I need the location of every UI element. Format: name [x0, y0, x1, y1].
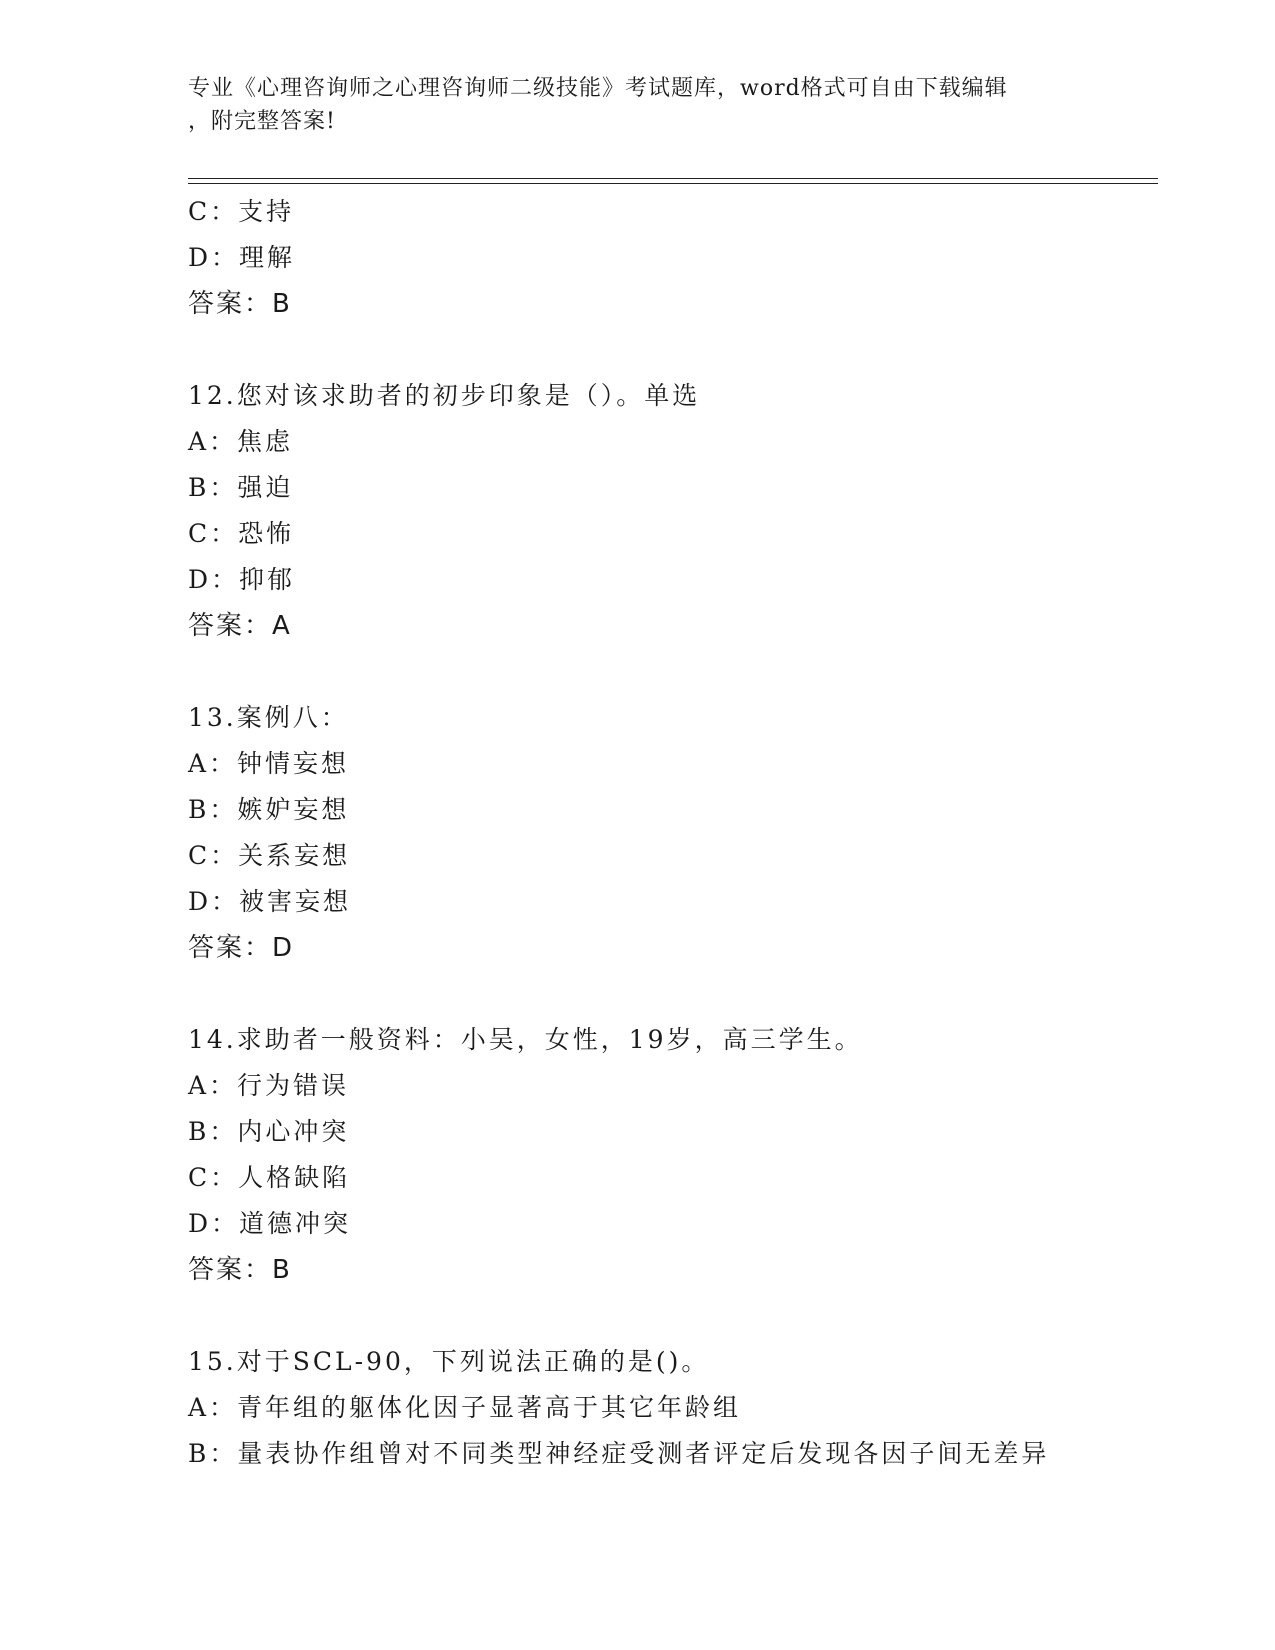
question-block	[188, 189, 1188, 327]
option-a: A：青年组的躯体化因子显著高于其它年龄组	[188, 1393, 742, 1422]
option-b: B：嫉妒妄想	[188, 795, 350, 824]
option-a: A：行为错误	[188, 1071, 350, 1100]
option-b: B：强迫	[188, 473, 294, 502]
question-block	[188, 1339, 1188, 1477]
header-line-1: 专业《心理咨询师之心理咨询师二级技能》考试题库，word格式可自由下载编辑	[188, 76, 1008, 101]
header-rule-top	[188, 178, 1158, 179]
option-c: C：人格缺陷	[188, 1163, 351, 1192]
answer-line: 答案：B	[188, 1255, 292, 1285]
option-b: B：内心冲突	[188, 1117, 350, 1146]
document-header	[188, 72, 1088, 138]
option-d: D：道德冲突	[188, 1209, 352, 1238]
block-gap	[188, 649, 1188, 695]
option-d: D：被害妄想	[188, 887, 352, 916]
header-rule-bottom	[188, 183, 1158, 184]
question-text: 15.对于SCL-90，下列说法正确的是()。	[188, 1347, 710, 1376]
question-block	[188, 695, 1188, 971]
header-line-2: ，附完整答案!	[188, 109, 336, 134]
option-d: D：理解	[188, 243, 296, 272]
question-text: 12.您对该求助者的初步印象是（）。单选	[188, 381, 701, 410]
answer-line: 答案：D	[188, 933, 295, 963]
question-text: 14.求助者一般资料：小吴，女性，19岁，高三学生。	[188, 1025, 863, 1054]
option-d: D：抑郁	[188, 565, 296, 594]
block-gap	[188, 327, 1188, 373]
option-a: A：钟情妄想	[188, 749, 350, 778]
option-a: A：焦虑	[188, 427, 294, 456]
answer-line: 答案：B	[188, 289, 292, 319]
question-text: 13.案例八：	[188, 703, 349, 732]
block-gap	[188, 971, 1188, 1017]
question-list	[188, 189, 1188, 1477]
question-block	[188, 1017, 1188, 1293]
answer-line: 答案：A	[188, 611, 292, 641]
option-c: C：恐怖	[188, 519, 295, 548]
block-gap	[188, 1293, 1188, 1339]
question-block	[188, 373, 1188, 649]
option-b: B：量表协作组曾对不同类型神经症受测者评定后发现各因子间无差异	[188, 1439, 1050, 1468]
option-c: C：支持	[188, 197, 295, 226]
option-c: C：关系妄想	[188, 841, 351, 870]
